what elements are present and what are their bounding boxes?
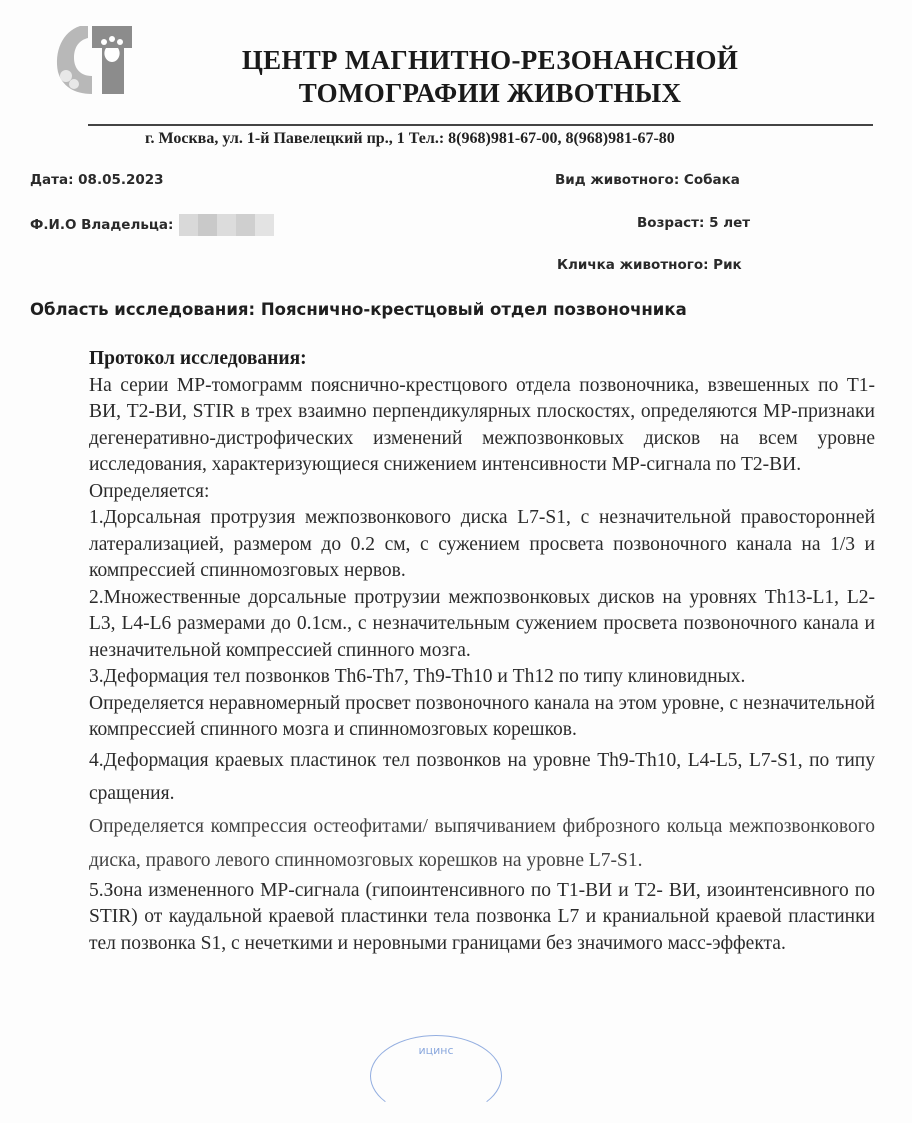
finding-3: 3.Деформация тел позвонков Th6-Th7, Th9-Th10 и Th12 по типу клиновидных.	[89, 666, 746, 687]
protocol-section	[89, 346, 875, 957]
clinic-title-line-1: ЦЕНТР МАГНИТНО-РЕЗОНАНСНОЙ	[241, 45, 739, 75]
animal-species: Вид животного: Собака	[555, 172, 740, 188]
animal-name: Кличка животного: Рик	[557, 257, 742, 273]
header-divider	[88, 124, 873, 126]
finding-3-note: Определяется неравномерный просвет позвоночного канала на этом уровне, с незначительной компрессией спинного мозга и спинномозговых корешков.	[89, 692, 875, 740]
owner-label: Ф.И.О Владельца:	[30, 217, 174, 233]
finding-4: 4.Деформация краевых пластинок тел позвонков на уровне Th9-Th10, L4-L5, L7-S1, по типу сращения.	[89, 749, 875, 804]
finding-4-note: Определяется компрессия остеофитами/ выпячиванием фиброзного кольца межпозвонкового диска, правого левого спинномозговых корешков на уровне L7-S1.	[89, 815, 875, 871]
finding-1: 1.Дорсальная протрузия межпозвонкового диска L7-S1, с незначительной правосторонней латерализацией, размером до 0.2 см, с сужением просвета позвоночного канала на 1/3 и компрессией спинномозговых нервов.	[89, 507, 875, 581]
finding-5: 5.Зона измененного МР-сигнала (гипоинтенсивного по Т1-ВИ и Т2- ВИ, изоинтенсивного по STIR) от каудальной краевой пластинки тела позвонка L7 и краниальной краевой пластинки тел позвонка S1, с нечеткими и неровными границами без значимого масс-эффекта.	[89, 879, 875, 954]
study-area: Область исследования: Пояснично-крестцовый отдел позвоночника	[30, 300, 687, 319]
finding-2: 2.Множественные дорсальные протрузии межпозвонковых дисков на уровнях Th13-L1, L2-L3, L4-L6 размерами до 0.1см., с незначительным сужением просвета позвоночного канала и незначительной компрессией спинного мозга.	[89, 586, 875, 661]
clinic-logo-icon	[52, 18, 132, 96]
protocol-heading: Протокол исследования:	[89, 348, 307, 369]
exam-date: Дата: 08.05.2023	[30, 172, 164, 188]
protocol-intro: На серии МР-томограмм пояснично-крестцового отдела позвоночника, взвешенных по Т1-ВИ, Т2-ВИ, STIR в трех взаимно перпендикулярных плоскостях, определяются МР-признаки дегенеративно-дистрофических изменений межпозвонковых дисков на всем уровне исследования, характеризующиеся снижением интенсивности МР-сигнала по Т2-ВИ.	[89, 374, 875, 475]
clinic-title-line-2: ТОМОГРАФИИ ЖИВОТНЫХ	[298, 78, 682, 108]
clinic-address: г. Москва, ул. 1-й Павелецкий пр., 1 Тел.: 8(968)981-67-00, 8(968)981-67-80	[145, 130, 675, 147]
clinic-stamp: ицинс	[370, 1035, 502, 1117]
owner-name-redacted	[179, 214, 274, 236]
protocol-determined: Определяется:	[89, 480, 210, 502]
animal-age: Возраст: 5 лет	[637, 215, 751, 231]
owner-field	[30, 214, 274, 236]
